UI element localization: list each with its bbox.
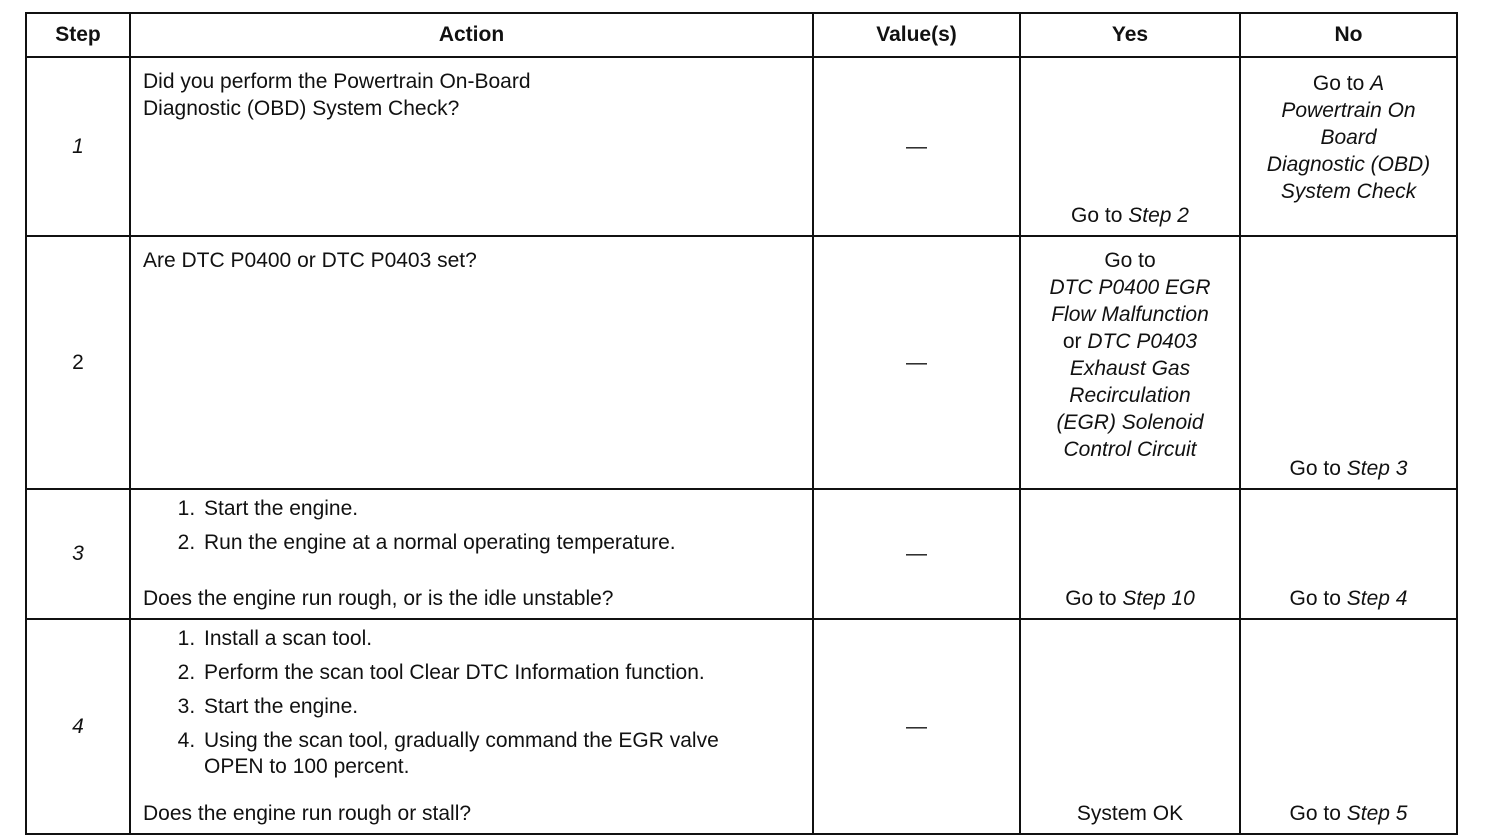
no-line: Board xyxy=(1320,126,1377,149)
header-step: Step xyxy=(26,13,130,57)
yes-step-link: Step 2 xyxy=(1128,204,1189,227)
action-cell xyxy=(130,619,813,834)
yes-cell xyxy=(1020,489,1240,619)
no-prefix: Go to xyxy=(1289,457,1347,480)
no-line: Go to A xyxy=(1312,72,1385,95)
no-cell xyxy=(1240,236,1457,489)
step-number: 4 xyxy=(26,619,130,834)
action-steps xyxy=(143,626,802,780)
table-row xyxy=(26,57,1457,236)
value-cell: — xyxy=(813,236,1020,489)
value-cell: — xyxy=(813,619,1020,834)
yes-line: Exhaust Gas xyxy=(1069,357,1191,380)
action-cell xyxy=(130,489,813,619)
yes-line: Control Circuit xyxy=(1063,438,1197,461)
table-row xyxy=(26,236,1457,489)
yes-line: Flow Malfunction xyxy=(1051,303,1209,326)
no-line: Diagnostic (OBD) xyxy=(1266,153,1431,176)
no-step-link: Step 4 xyxy=(1346,587,1408,610)
no-cell xyxy=(1240,57,1457,236)
table-row xyxy=(26,489,1457,619)
action-cell xyxy=(130,236,813,489)
action-step: 2. Perform the scan tool Clear DTC Information function. xyxy=(201,660,802,686)
action-question: Did you perform the Powertrain On-Board Diagnostic (OBD) System Check? xyxy=(143,70,531,120)
diagnostic-table xyxy=(25,12,1458,835)
header-action: Action xyxy=(130,13,813,57)
no-prefix: Go to xyxy=(1289,802,1347,825)
action-step: 1. Install a scan tool. xyxy=(201,626,802,652)
step-number: 1 xyxy=(26,57,130,236)
action-cell xyxy=(130,57,813,236)
yes-step-link: Step 10 xyxy=(1122,587,1195,610)
action-steps xyxy=(143,496,802,556)
yes-prefix: Go to xyxy=(1071,204,1129,227)
no-step-link: Step 3 xyxy=(1346,457,1408,480)
value-cell: — xyxy=(813,489,1020,619)
no-line: Powertrain On xyxy=(1281,99,1416,122)
yes-prefix: Go to xyxy=(1065,587,1123,610)
action-step: 4. Using the scan tool, gradually command the EGR valve OPEN to 100 percent. xyxy=(201,728,802,780)
yes-cell xyxy=(1020,236,1240,489)
no-cell xyxy=(1240,489,1457,619)
yes-line: or DTC P0403 xyxy=(1062,330,1198,353)
table-row xyxy=(26,619,1457,834)
yes-line: Go to xyxy=(1104,249,1156,272)
header-yes: Yes xyxy=(1020,13,1240,57)
header-values: Value(s) xyxy=(813,13,1020,57)
action-step: 3. Start the engine. xyxy=(201,694,802,720)
step-number: 2 xyxy=(26,236,130,489)
header-no: No xyxy=(1240,13,1457,57)
no-step-link: Step 5 xyxy=(1346,802,1408,825)
no-cell xyxy=(1240,619,1457,834)
no-line: System Check xyxy=(1280,180,1417,203)
action-question: Does the engine run rough or stall? xyxy=(143,802,472,825)
header-row xyxy=(26,13,1457,57)
yes-cell xyxy=(1020,57,1240,236)
action-question: Are DTC P0400 or DTC P0403 set? xyxy=(143,249,477,272)
yes-line: Recirculation xyxy=(1069,384,1191,407)
yes-line: (EGR) Solenoid xyxy=(1056,411,1204,434)
action-step: 2. Run the engine at a normal operating temperature. xyxy=(201,530,802,556)
yes-line: DTC P0400 EGR xyxy=(1049,276,1211,299)
action-step: 1. Start the engine. xyxy=(201,496,802,522)
value-cell: — xyxy=(813,57,1020,236)
yes-cell: System OK xyxy=(1020,619,1240,834)
step-number: 3 xyxy=(26,489,130,619)
action-question: Does the engine run rough, or is the idle unstable? xyxy=(143,587,614,610)
no-prefix: Go to xyxy=(1289,587,1347,610)
